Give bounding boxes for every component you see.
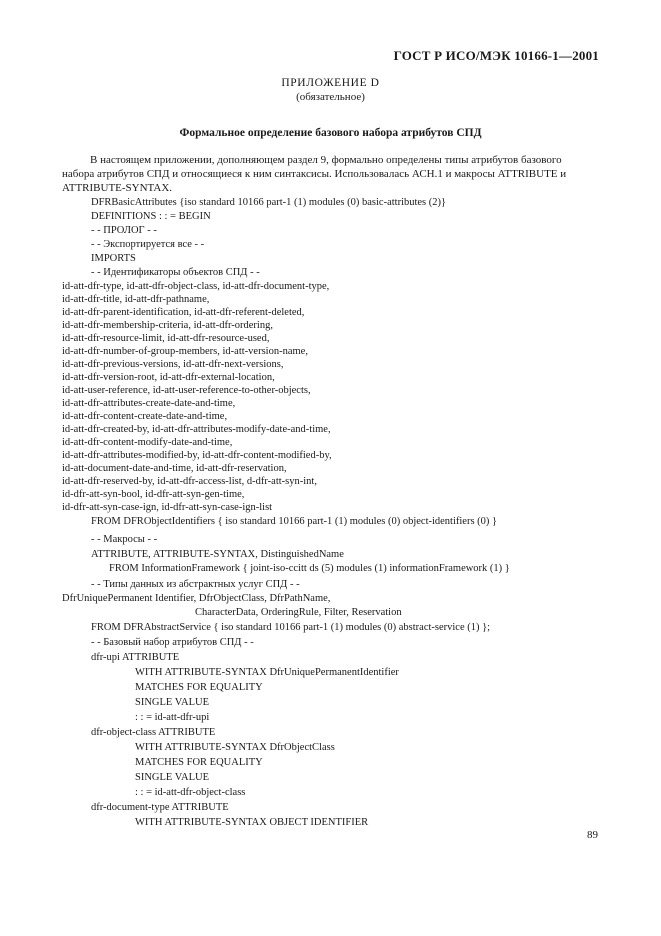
- code-line: - - Экспортируется все - -: [91, 239, 205, 250]
- intro-line: набора атрибутов СПД и относящиеся к ним синтаксисы. Использовалась АСН.1 и макросы ATTRIBUTE и: [62, 168, 567, 180]
- code-line: id-att-dfr-reserved-by, id-att-dfr-access-list, d-dfr-att-syn-int,: [62, 476, 317, 487]
- intro-paragraph: [62, 153, 599, 195]
- code-line: id-att-dfr-title, id-att-dfr-pathname,: [62, 294, 210, 305]
- code-line: id-att-dfr-resource-limit, id-att-dfr-resource-used,: [62, 333, 270, 344]
- code-line: IMPORTS: [91, 253, 136, 264]
- intro-line: ATTRIBUTE-SYNTAX.: [62, 182, 173, 194]
- code-line: MATCHES FOR EQUALITY: [135, 682, 263, 693]
- code-line: - - Базовый набор атрибутов СПД - -: [91, 637, 254, 648]
- code-line: WITH ATTRIBUTE-SYNTAX DfrUniquePermanentIdentifier: [135, 667, 399, 678]
- standard-header: ГОСТ Р ИСО/МЭК 10166-1—2001: [393, 48, 599, 63]
- code-line: dfr-upi ATTRIBUTE: [91, 652, 180, 663]
- code-line: - - Идентификаторы объектов СПД - -: [91, 267, 260, 278]
- intro-line: В настоящем приложении, дополняющем раздел 9, формально определены типы атрибутов базового: [90, 154, 562, 166]
- code-line: : : = id-att-dfr-object-class: [135, 787, 246, 798]
- code-line: id-att-dfr-content-modify-date-and-time,: [62, 437, 233, 448]
- annex-status: (обязательное): [296, 91, 365, 103]
- code-line: ATTRIBUTE, ATTRIBUTE-SYNTAX, DistinguishedName: [91, 549, 344, 560]
- code-line: MATCHES FOR EQUALITY: [135, 757, 263, 768]
- code-line: SINGLE VALUE: [135, 772, 209, 783]
- code-line: id-att-dfr-attributes-modified-by, id-att-dfr-content-modified-by,: [62, 450, 332, 461]
- code-line: id-dfr-att-syn-case-ign, id-dfr-att-syn-case-ign-list: [62, 502, 273, 513]
- code-line: FROM DFRObjectIdentifiers { iso standard 10166 part-1 (1) modules (0) object-identifiers (0) }: [91, 516, 498, 527]
- code-line: id-dfr-att-syn-bool, id-dfr-att-syn-gen-time,: [62, 489, 245, 500]
- code-line: - - Макросы - -: [91, 534, 158, 545]
- page-number: 89: [587, 829, 598, 841]
- code-line: id-att-dfr-parent-identification, id-att-dfr-referent-deleted,: [62, 307, 305, 318]
- code-line: id-att-dfr-type, id-att-dfr-object-class, id-att-dfr-document-type,: [62, 281, 330, 292]
- code-line: id-att-dfr-previous-versions, id-att-dfr-next-versions,: [62, 359, 284, 370]
- annex-title: ПРИЛОЖЕНИЕ D: [281, 77, 380, 89]
- code-line: DfrUniquePermanent Identifier, DfrObjectClass, DfrPathName,: [62, 593, 331, 604]
- code-line: FROM InformationFramework { joint-iso-ccitt ds (5) modules (1) informationFramework (1) }: [109, 563, 510, 574]
- code-line: CharacterData, OrderingRule, Filter, Reservation: [195, 607, 402, 618]
- code-line: id-att-dfr-version-root, id-att-dfr-external-location,: [62, 372, 275, 383]
- code-line: WITH ATTRIBUTE-SYNTAX DfrObjectClass: [135, 742, 335, 753]
- code-line: WITH ATTRIBUTE-SYNTAX OBJECT IDENTIFIER: [135, 817, 369, 828]
- code-line: dfr-object-class ATTRIBUTE: [91, 727, 216, 738]
- code-line: id-att-dfr-content-create-date-and-time,: [62, 411, 228, 422]
- code-line: DEFINITIONS : : = BEGIN: [91, 211, 211, 222]
- section-title: Формальное определение базового набора атрибутов СПД: [179, 127, 482, 139]
- code-line: DFRBasicAttributes {iso standard 10166 part-1 (1) modules (0) basic-attributes (2)}: [91, 197, 447, 208]
- code-line: - - ПРОЛОГ - -: [91, 225, 157, 236]
- code-line: id-att-dfr-created-by, id-att-dfr-attributes-modify-date-and-time,: [62, 424, 331, 435]
- code-line: : : = id-att-dfr-upi: [135, 712, 210, 723]
- code-line: id-att-user-reference, id-att-user-reference-to-other-objects,: [62, 385, 311, 396]
- code-line: - - Типы данных из абстрактных услуг СПД - -: [91, 579, 300, 590]
- code-line: id-att-document-date-and-time, id-att-dfr-reservation,: [62, 463, 287, 474]
- code-line: id-att-dfr-number-of-group-members, id-att-version-name,: [62, 346, 308, 357]
- code-line: id-att-dfr-attributes-create-date-and-time,: [62, 398, 236, 409]
- code-line: dfr-document-type ATTRIBUTE: [91, 802, 229, 813]
- code-line: FROM DFRAbstractService { iso standard 10166 part-1 (1) modules (0) abstract-service (1) };: [91, 622, 491, 633]
- code-line: SINGLE VALUE: [135, 697, 209, 708]
- code-line: id-att-dfr-membership-criteria, id-att-dfr-ordering,: [62, 320, 273, 331]
